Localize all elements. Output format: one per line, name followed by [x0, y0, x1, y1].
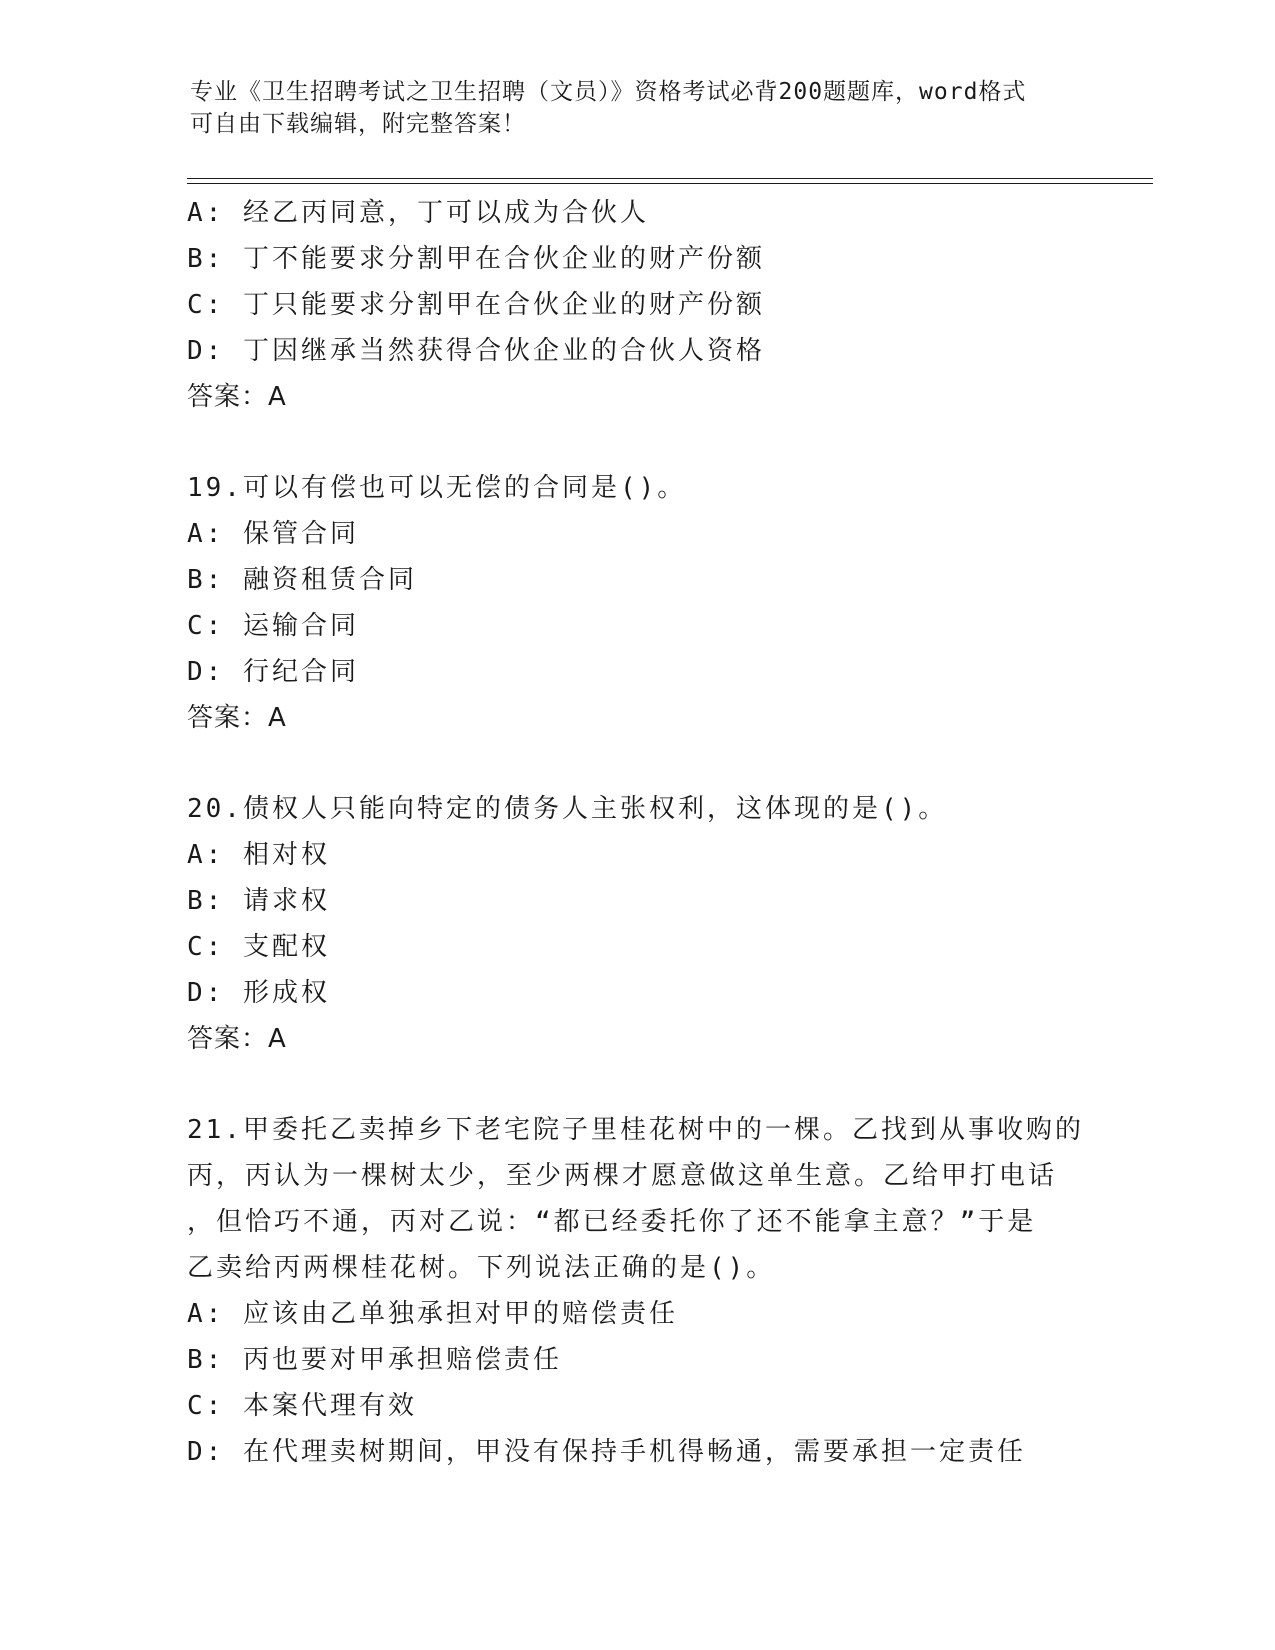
- spacer: [187, 741, 1087, 786]
- option-a: A: 相对权: [187, 840, 330, 870]
- option-c: C: 本案代理有效: [187, 1391, 417, 1421]
- option-c: C: 丁只能要求分割甲在合伙企业的财产份额: [187, 290, 765, 320]
- option-b: B: 丁不能要求分割甲在合伙企业的财产份额: [187, 244, 765, 274]
- question-text-line: 21.甲委托乙卖掉乡下老宅院子里桂花树中的一棵。乙找到从事收购的: [187, 1115, 1084, 1145]
- option-c: C: 支配权: [187, 932, 330, 962]
- option-b: B: 请求权: [187, 886, 330, 916]
- option-a: A: 保管合同: [187, 519, 359, 549]
- option-d: D: 在代理卖树期间，甲没有保持手机得畅通，需要承担一定责任: [187, 1437, 1026, 1467]
- option-b: B: 融资租赁合同: [187, 565, 417, 595]
- question-20: [187, 786, 1087, 1062]
- question-text: 20.债权人只能向特定的债务人主张权利，这体现的是()。: [187, 794, 948, 824]
- question-text-line: ，但恰巧不通，丙对乙说：“都已经委托你了还不能拿主意？”于是: [187, 1207, 1037, 1237]
- header-line-2: 可自由下载编辑，附完整答案！: [190, 111, 526, 137]
- spacer: [187, 420, 1087, 465]
- option-d: D: 形成权: [187, 978, 330, 1008]
- option-b: B: 丙也要对甲承担赔偿责任: [187, 1345, 562, 1375]
- header-divider-top: [187, 178, 1153, 179]
- answer: 答案：A: [187, 1024, 287, 1054]
- option-a: A: 经乙丙同意，丁可以成为合伙人: [187, 198, 649, 228]
- question-18: [187, 190, 1087, 420]
- option-a: A: 应该由乙单独承担对甲的赔偿责任: [187, 1299, 678, 1329]
- question-text-line: 乙卖给丙两棵桂花树。下列说法正确的是()。: [187, 1253, 776, 1283]
- question-19: [187, 465, 1087, 741]
- question-text: 19.可以有偿也可以无偿的合同是()。: [187, 473, 687, 503]
- option-d: D: 行纪合同: [187, 657, 359, 687]
- option-c: C: 运输合同: [187, 611, 359, 641]
- answer: 答案：A: [187, 703, 287, 733]
- spacer: [187, 1062, 1087, 1107]
- option-d: D: 丁因继承当然获得合伙企业的合伙人资格: [187, 336, 765, 366]
- question-list: [187, 190, 1087, 1475]
- question-21: [187, 1107, 1087, 1475]
- question-text-line: 丙，丙认为一棵树太少，至少两棵才愿意做这单生意。乙给甲打电话: [187, 1161, 1058, 1191]
- answer: 答案：A: [187, 382, 287, 412]
- header-divider-bottom: [187, 183, 1153, 184]
- header-line-1: 专业《卫生招聘考试之卫生招聘（文员）》资格考试必背200题题库，word格式: [190, 79, 1027, 105]
- document-header: [190, 76, 1090, 140]
